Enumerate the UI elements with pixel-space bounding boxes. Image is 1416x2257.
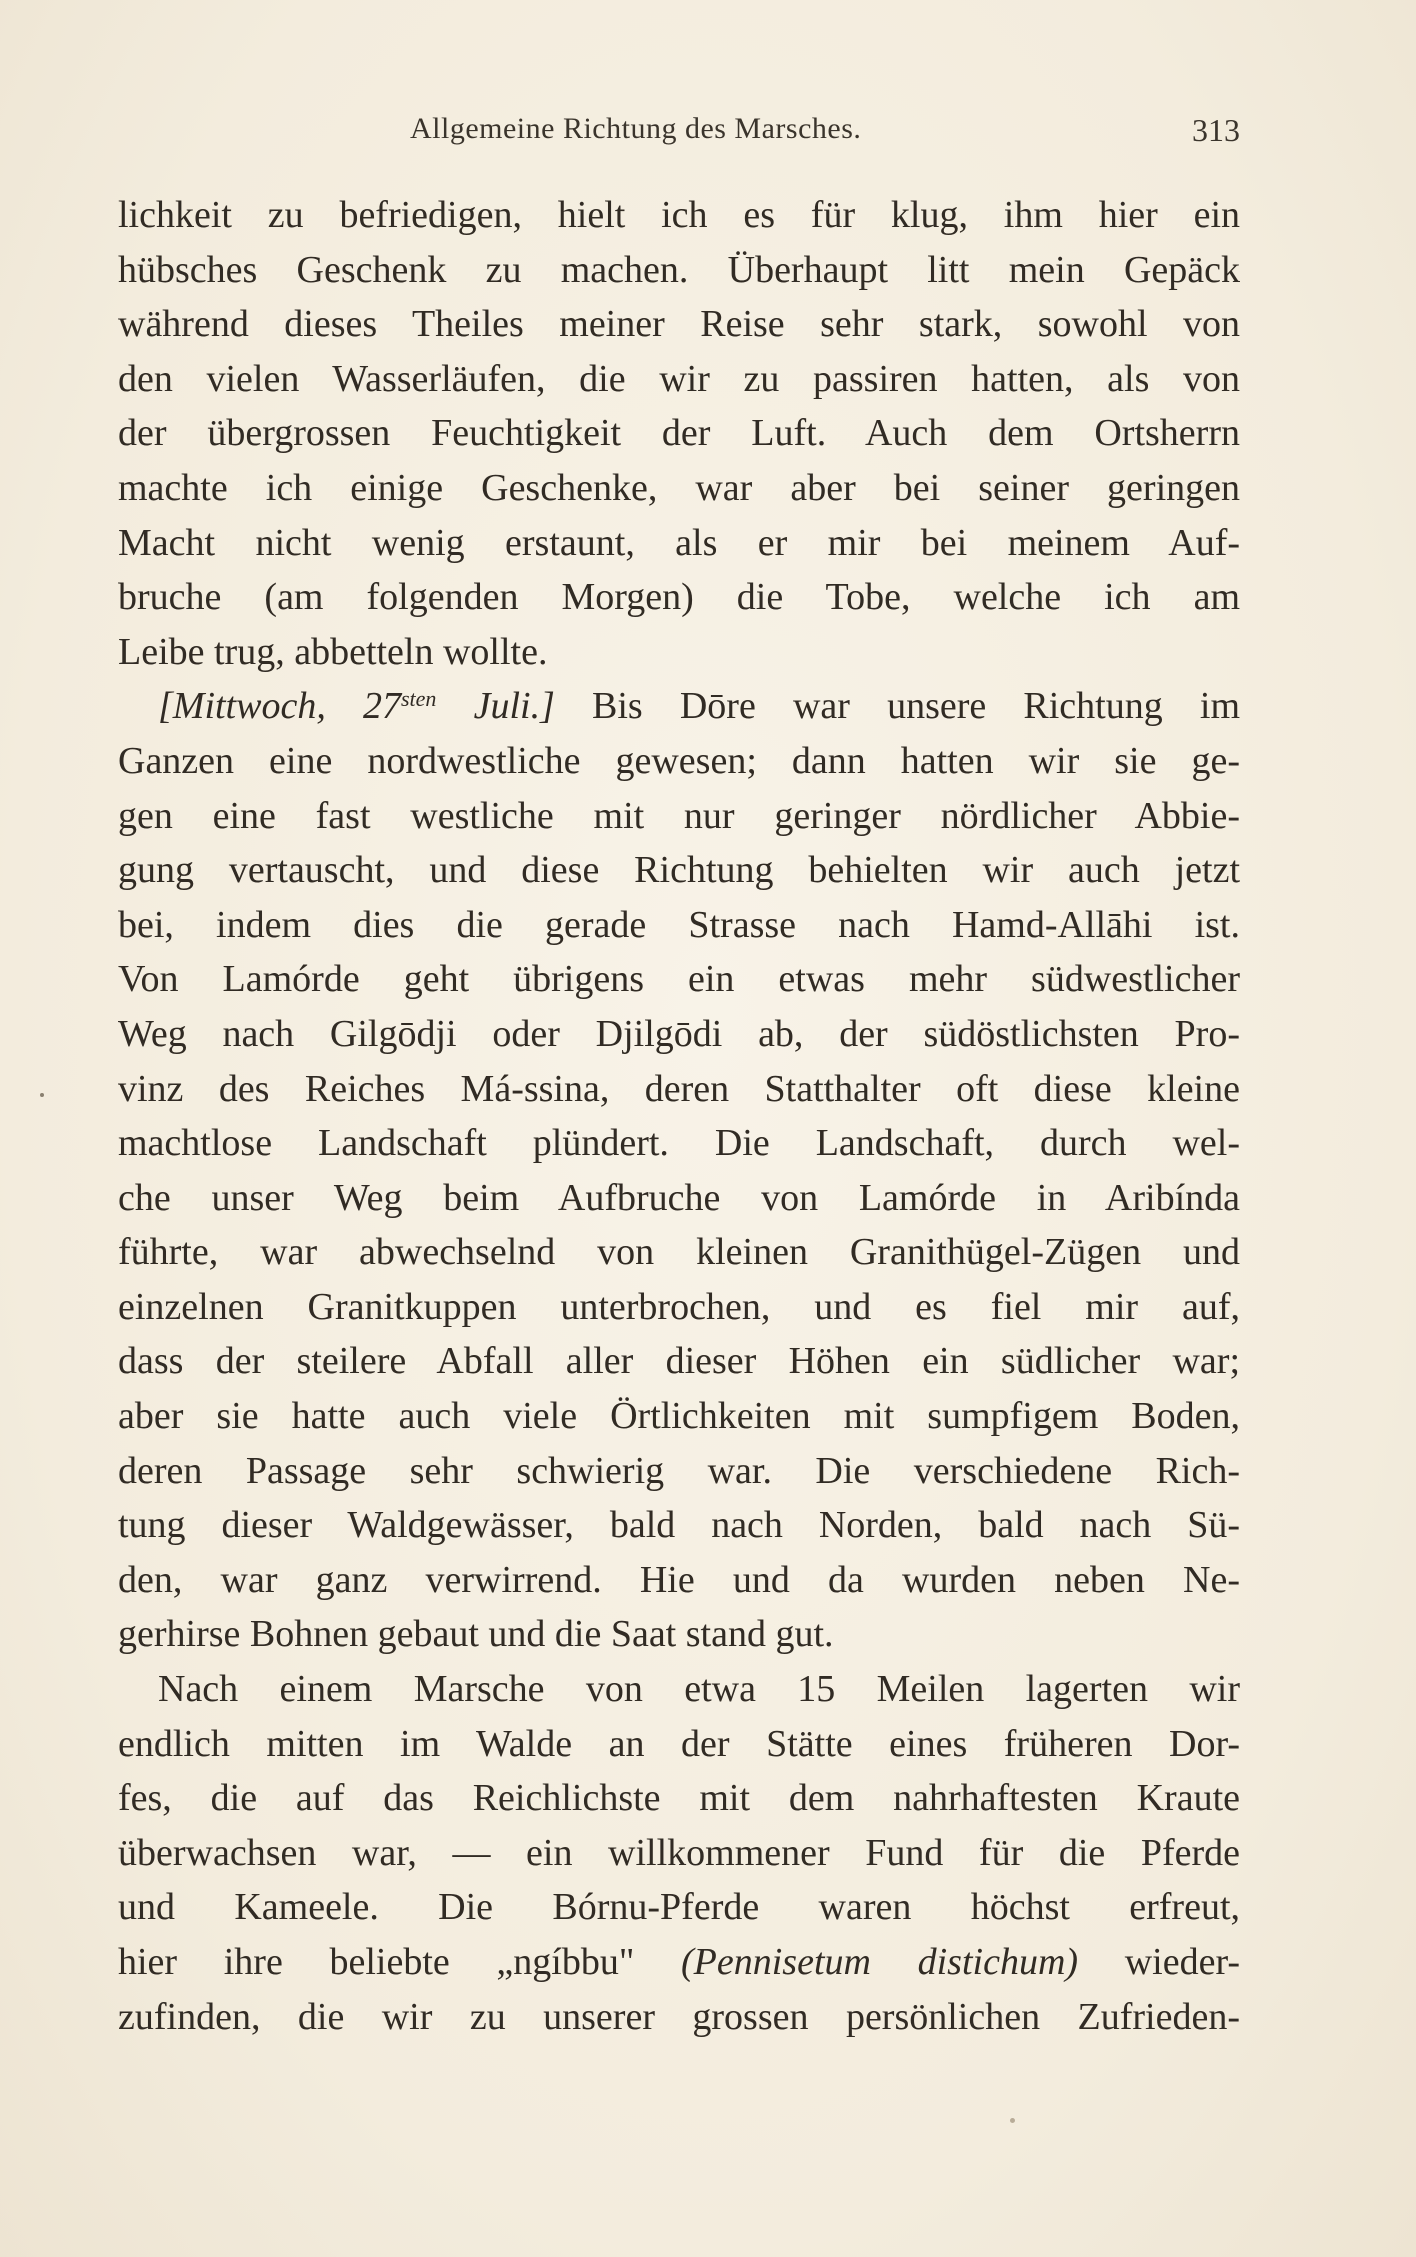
date-heading [158, 685, 555, 727]
margin-speck [40, 1093, 44, 1097]
text-line: gung vertauscht, und diese Richtung behielten wir auch jetzt [118, 849, 1240, 892]
text-line-date [118, 679, 1240, 734]
text-line: zufinden, die wir zu unserer grossen persönlichen Zufrieden- [118, 1995, 1240, 2038]
text-line: bei, indem dies die gerade Strasse nach Hamd-Allāhi ist. [118, 903, 1240, 946]
paper-speck [1010, 2118, 1015, 2123]
text-line: tung dieser Waldgewässer, bald nach Norden, bald nach Sü- [118, 1504, 1240, 1547]
text-line: fes, die auf das Reichlichste mit dem nahrhaftesten Kraute [118, 1777, 1240, 1820]
text-line: überwachsen war, — ein willkommener Fund für die Pferde [118, 1831, 1240, 1874]
text-line: lichkeit zu befriedigen, hielt ich es für klug, ihm hier ein [118, 194, 1240, 236]
date-close: Juli.] [436, 685, 555, 728]
text-line: und Kameele. Die Bórnu-Pferde waren höchst erfreut, [118, 1886, 1240, 1929]
text-line: Macht nicht wenig erstaunt, als er mir bei meinem Auf- [118, 521, 1240, 564]
text-line: gerhirse Bohnen gebaut und die Saat stand gut. [118, 1613, 834, 1656]
text-line: che unser Weg beim Aufbruche von Lamórde in Aribínda [118, 1176, 1240, 1219]
text-line: Ganzen eine nordwestliche gewesen; dann hatten wir sie ge- [118, 739, 1240, 782]
text-line: machtlose Landschaft plündert. Die Landschaft, durch wel- [118, 1122, 1240, 1165]
text-line: den vielen Wasserläufen, die wir zu passiren hatten, als von [118, 357, 1240, 400]
text-line: dass der steilere Abfall aller dieser Höhen ein südlicher war; [118, 1340, 1240, 1383]
page-number: 313 [1192, 112, 1240, 148]
text-line: Leibe trug, abbetteln wollte. [118, 630, 548, 673]
page-header [118, 112, 1240, 162]
text-line: deren Passage sehr schwierig war. Die verschiedene Rich- [118, 1449, 1240, 1492]
text-line: Nach einem Marsche von etwa 15 Meilen lagerten wir [158, 1668, 1240, 1711]
text-line: vinz des Reiches Má-ssina, deren Statthalter oft diese kleine [118, 1067, 1240, 1110]
date-line-rest: Bis Dōre war unsere Richtung im [554, 685, 1240, 728]
text-line: führte, war abwechselnd von kleinen Granithügel-Zügen und [118, 1231, 1240, 1274]
text-line: der übergrossen Feuchtigkeit der Luft. Auch dem Ortsherrn [118, 412, 1240, 455]
text-line: bruche (am folgenden Morgen) die Tobe, welche ich am [118, 576, 1240, 619]
date-superscript: sten [400, 686, 437, 712]
text-line: einzelnen Granitkuppen unterbrochen, und es fiel mir auf, [118, 1285, 1240, 1328]
botanical-name: (Pennisetum distichum) [681, 1941, 1079, 1983]
body-text [118, 188, 1240, 2044]
text-line-botanical [118, 1935, 1240, 1990]
text-line: Weg nach Gilgōdji oder Djilgōdi ab, der südöstlichsten Pro- [118, 1012, 1240, 1055]
running-head: Allgemeine Richtung des Marsches. [410, 112, 862, 145]
text-line: endlich mitten im Walde an der Stätte eines früheren Dor- [118, 1722, 1240, 1765]
text-line: den, war ganz verwirrend. Hie und da wurden neben Ne- [118, 1558, 1240, 1601]
text-line: aber sie hatte auch viele Örtlichkeiten mit sumpfigem Boden, [118, 1395, 1240, 1438]
text-line: während dieses Theiles meiner Reise sehr stark, sowohl von [118, 303, 1240, 346]
line-end: wieder- [1078, 1941, 1240, 1983]
text-line: machte ich einige Geschenke, war aber bei seiner geringen [118, 466, 1240, 509]
line-start: hier ihre beliebte „ngíbbu" [118, 1941, 682, 1983]
text-line: Von Lamórde geht übrigens ein etwas mehr südwestlicher [118, 958, 1240, 1001]
date-open: [Mittwoch, 27 [158, 685, 401, 728]
text-line: hübsches Geschenk zu machen. Überhaupt litt mein Gepäck [118, 248, 1240, 291]
text-line: gen eine fast westliche mit nur geringer nördlicher Abbie- [118, 794, 1240, 837]
